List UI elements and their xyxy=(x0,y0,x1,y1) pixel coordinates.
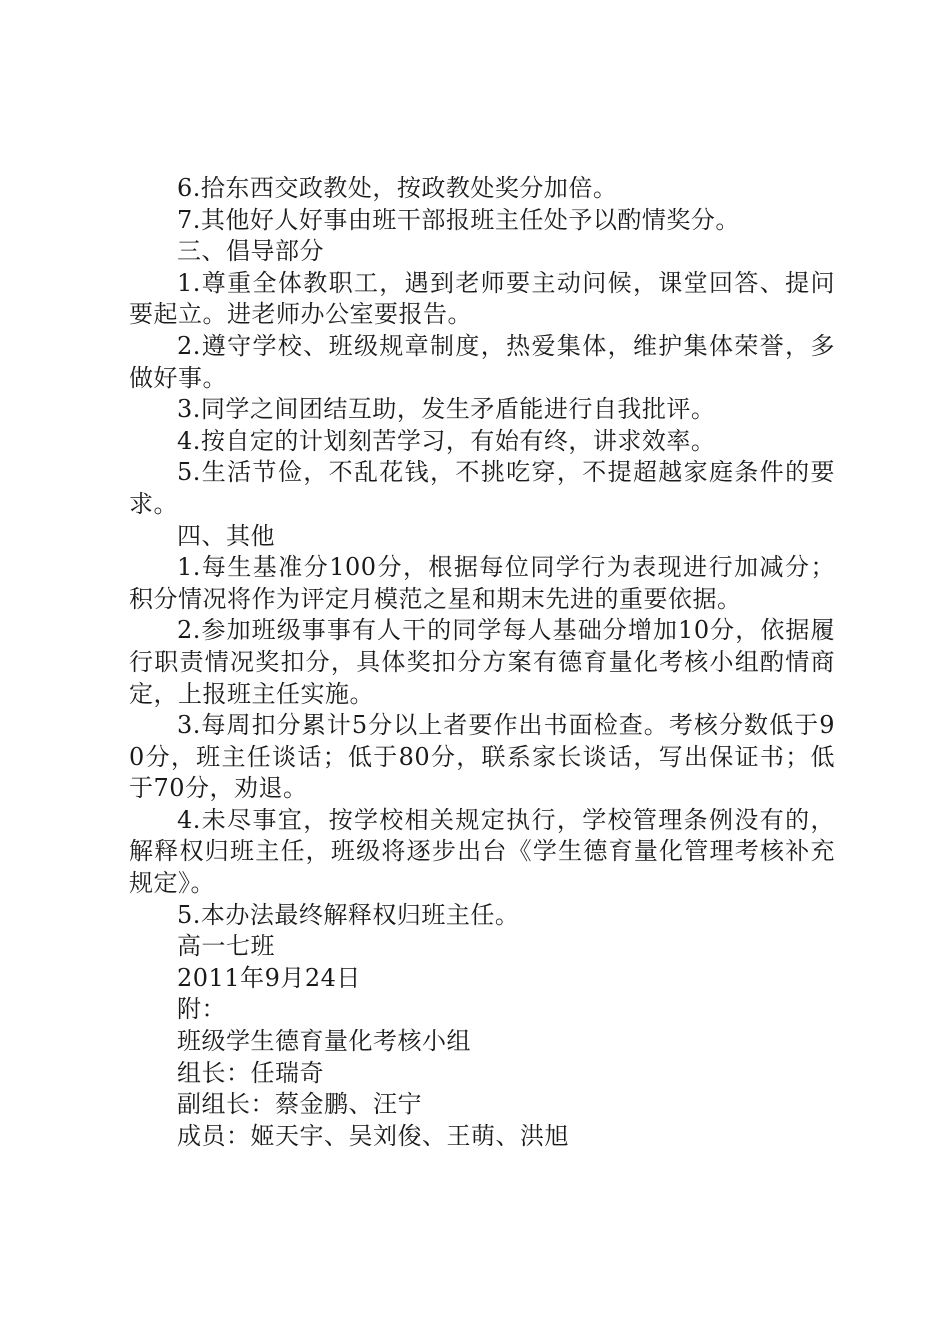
document-body xyxy=(129,173,835,1152)
paragraph-advocacy-2: 2.遵守学校、班级规章制度，热爱集体，维护集体荣誉，多做好事。 xyxy=(129,331,835,392)
section-heading-advocacy: 三、倡导部分 xyxy=(177,237,324,266)
paragraph-advocacy-5: 5.生活节俭，不乱花钱，不挑吃穿，不提超越家庭条件的要求。 xyxy=(129,458,835,518)
paragraph-other-2: 2.参加班级事事有人干的同学每人基础分增加10分，依据履行职责情况奖扣分，具体奖扣分方案有德育量化考核小组酌情商定，上报班主任实施。 xyxy=(129,616,835,708)
paragraph-advocacy-4: 4.按自定的计划刻苦学习，有始有终，讲求效率。 xyxy=(177,426,716,455)
appendix-group-leader: 组长：任瑞奇 xyxy=(177,1058,324,1087)
section-heading-other: 四、其他 xyxy=(177,521,275,550)
paragraph-other-5: 5.本办法最终解释权归班主任。 xyxy=(177,900,520,929)
paragraph-reward-good-deeds: 7.其他好人好事由班干部报班主任处予以酌情奖分。 xyxy=(177,205,740,234)
signature-class: 高一七班 xyxy=(177,932,275,961)
paragraph-other-4: 4.未尽事宜，按学校相关规定执行，学校管理条例没有的，解释权归班主任，班级将逐步出台《学生德育量化管理考核补充规定》。 xyxy=(129,805,835,898)
paragraph-advocacy-1: 1.尊重全体教职工，遇到老师要主动问候，课堂回答、提问要起立。进老师办公室要报告。 xyxy=(129,268,835,329)
paragraph-other-1: 1.每生基准分100分，根据每位同学行为表现进行加减分；积分情况将作为评定月模范之星和期末先进的重要依据。 xyxy=(129,553,835,613)
paragraph-reward-lost-items: 6.拾东西交政教处，按政教处奖分加倍。 xyxy=(177,174,618,202)
appendix-members: 成员：姬天宇、吴刘俊、王萌、洪旭 xyxy=(177,1121,569,1150)
paragraph-other-3: 3.每周扣分累计5分以上者要作出书面检查。考核分数低于90分，班主任谈话；低于80分，联系家长谈话，写出保证书；低于70分，劝退。 xyxy=(129,711,835,803)
appendix-label: 附： xyxy=(177,995,226,1024)
appendix-deputy-leader: 副组长：蔡金鹏、汪宁 xyxy=(177,1090,422,1119)
appendix-group-title: 班级学生德育量化考核小组 xyxy=(177,1027,471,1056)
signature-date: 2011年9月24日 xyxy=(177,963,361,992)
paragraph-advocacy-3: 3.同学之间团结互助，发生矛盾能进行自我批评。 xyxy=(177,395,716,424)
